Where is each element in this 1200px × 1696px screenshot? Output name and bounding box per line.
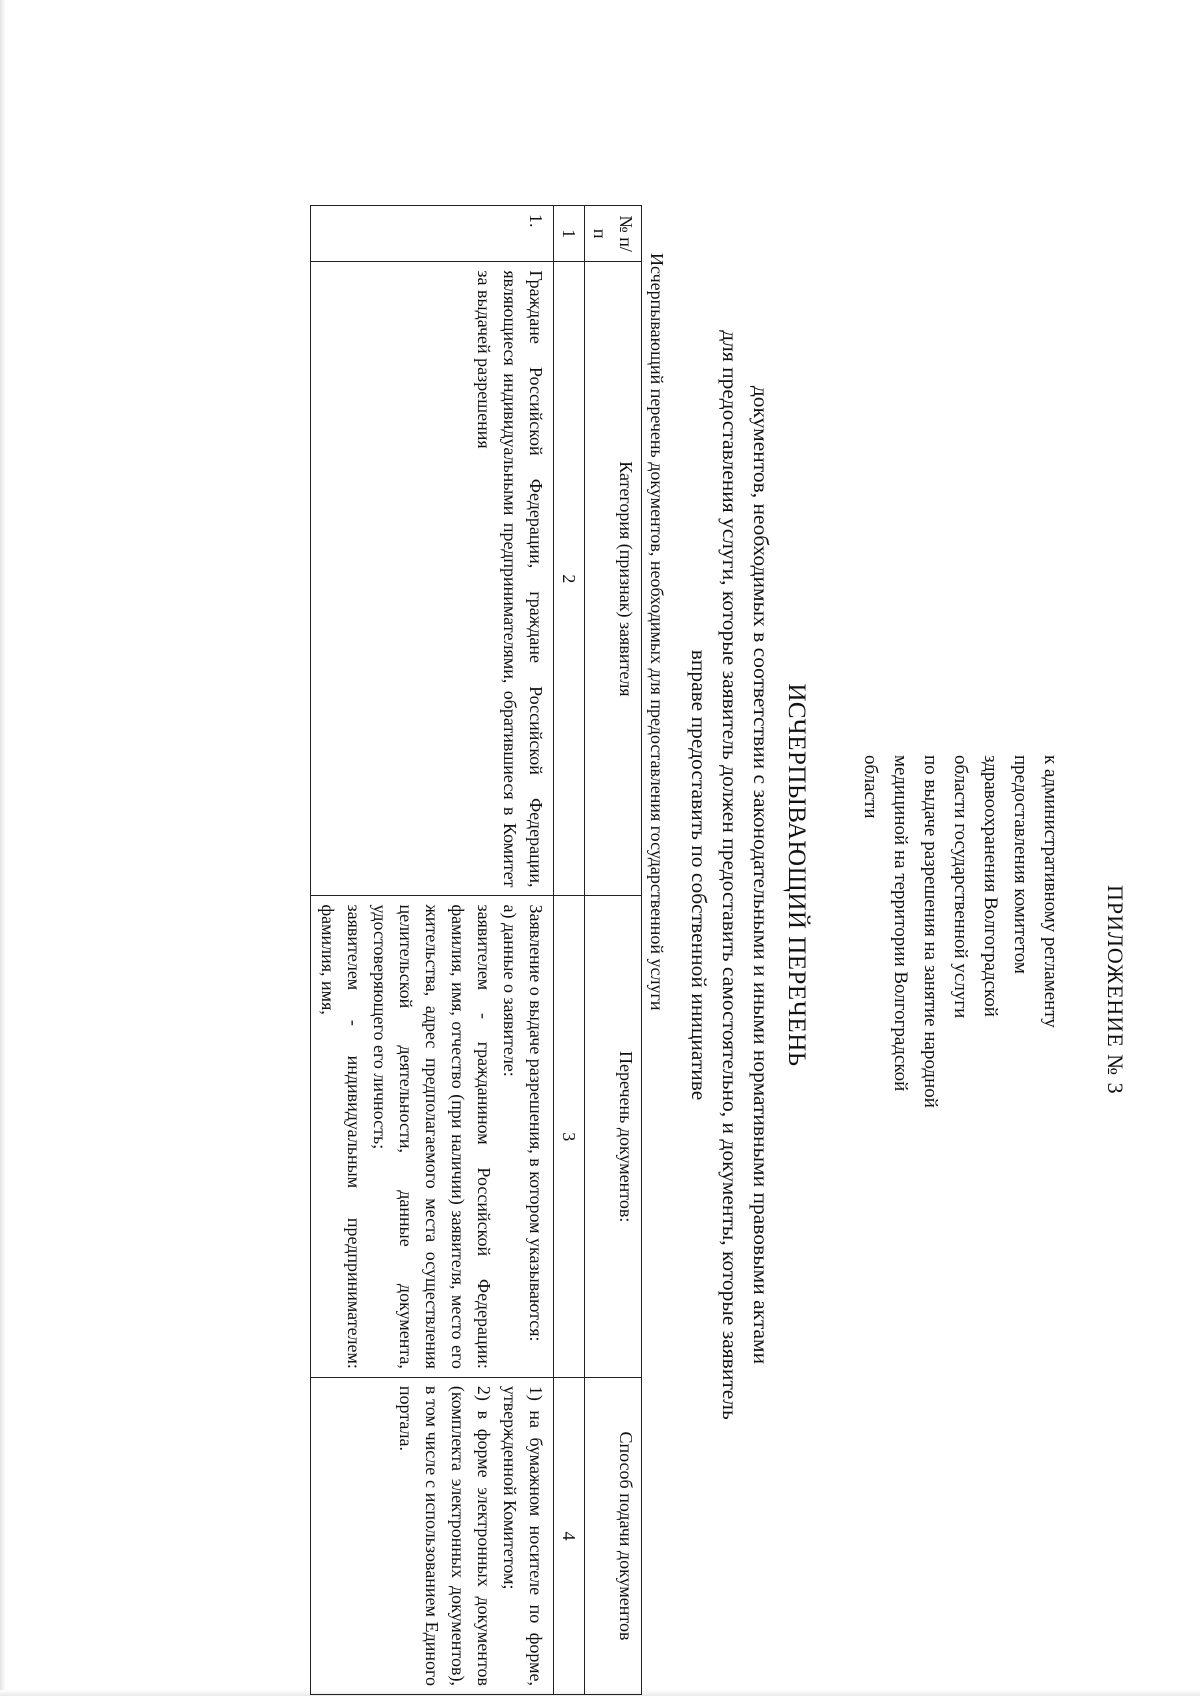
regulation-line: здравоохранения Волгоградской [980, 755, 1001, 1017]
column-number: 4 [554, 1377, 585, 1694]
document-subtitle [683, 95, 776, 1655]
regulation-reference [855, 755, 1065, 1355]
header-method: Способ подачи документов [585, 1377, 642, 1694]
document-list [311, 896, 554, 1377]
subtitle-line: вправе предоставить по собственной инициативе [687, 649, 711, 1101]
column-number: 3 [554, 896, 585, 1377]
document-list-item: заявителем - индивидуальным предпринимателем: фамилия, имя, [318, 904, 364, 1369]
submission-method-item: 2) в форме электронных документов (комплекта электронных документов), в том числе с использованием Единого портала. [396, 1385, 494, 1686]
scan-edge-left [0, 0, 6, 1696]
regulation-line: предоставления комитетом [1010, 755, 1031, 974]
header-category: Категория (признак) заявителя [585, 262, 642, 896]
document-list-item: заявителем - гражданином Российской Федерации: фамилия, имя, отчество (при наличии) заявителя, место его жительства, адрес предполагаемого места осуществления целительской деятельности, данные документа, удостоверяющего его личность; [370, 904, 494, 1369]
subtitle-line: документов, необходимых в соответствии с законодательными и иными нормативными правовыми актами [749, 385, 773, 1365]
document-list-item: Заявление о выдаче разрешения, в котором указываются: [526, 904, 546, 1342]
regulation-line: области государственной услуги [950, 755, 971, 1019]
regulation-line: области [860, 755, 881, 819]
header-number: № п/п [585, 206, 642, 262]
column-number: 2 [554, 262, 585, 896]
submission-method-item: 1) на бумажном носителе по форме, утвержденной Комитетом; [500, 1385, 546, 1686]
regulation-line: по выдаче разрешения на занятие народной [920, 755, 941, 1108]
table-header-row [585, 206, 642, 1695]
column-number: 1 [554, 206, 585, 262]
applicant-category: Граждане Российской Федерации, граждане Российской Федерации, являющиеся индивидуальными предпринимателями, обратившиеся в Комитет за выдачей разрешения [311, 262, 554, 896]
row-number: 1. [311, 206, 554, 262]
table-caption: Исчерпывающий перечень документов, необходимых для предоставления государственной услуги [647, 253, 667, 1011]
regulation-line: медициной на территории Волгоградской [890, 755, 911, 1092]
submission-method [311, 1377, 554, 1694]
column-number-row [554, 206, 585, 1695]
rotated-document-page [30, 95, 1150, 1686]
regulation-line: к административному регламенту [1040, 755, 1061, 1028]
subtitle-line: для предоставления услуги, которые заявитель должен предоставить самостоятельно, и документы, которые заявитель [718, 330, 742, 1420]
appendix-title: ПРИЛОЖЕНИЕ № 3 [1103, 885, 1128, 1095]
table-row [311, 206, 554, 1695]
document-title: ИСЧЕРПЫВАЮЩИЙ ПЕРЕЧЕНЬ [783, 683, 810, 1067]
header-documents: Перечень документов: [585, 896, 642, 1377]
documents-table [310, 205, 642, 1695]
document-list-item: а) данные о заявителе: [500, 904, 520, 1077]
